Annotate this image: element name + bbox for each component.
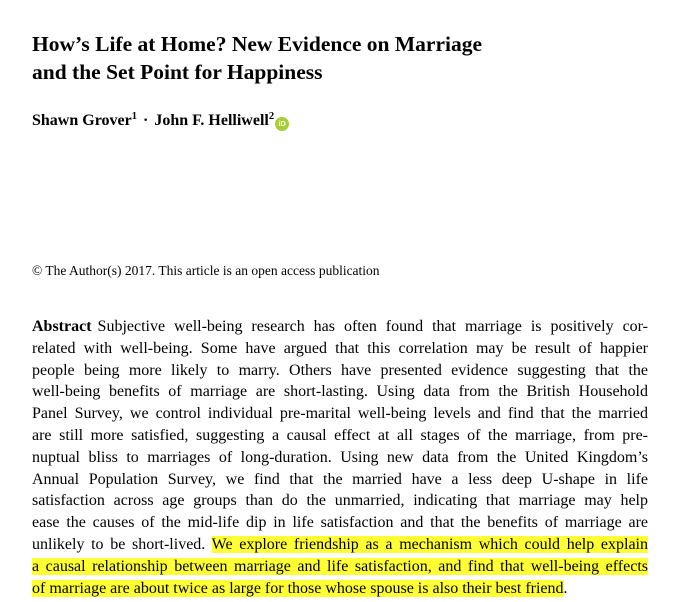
abstract-text: . (563, 579, 568, 597)
abstract-line (32, 316, 648, 338)
abstract-line (32, 534, 648, 556)
abstract-line: nuptual bliss to marriages of long-duration. Using new data from the United Kingdom’s (32, 448, 648, 466)
abstract-line (32, 556, 648, 578)
abstract (32, 316, 648, 599)
affiliation-marker: 2 (268, 111, 275, 122)
affiliation-marker: 1 (131, 111, 137, 122)
abstract-line: people being more likely to marry. Others have presented evidence suggesting that the (32, 361, 648, 379)
abstract-line: ease the causes of the mid-life dip in life satisfaction and that the benefits of marriage are (32, 514, 648, 532)
title-line-2: and the Set Point for Happiness (32, 60, 323, 84)
author-name: John F. Helliwell (154, 112, 269, 129)
abstract-line: related with well-being. Some have argued that this correlation may be result of happier (32, 339, 648, 357)
abstract-label: Abstract (32, 318, 92, 335)
abstract-line: Annual Population Survey, we find that the married have a less deep U-shape in life (32, 470, 648, 488)
copyright-notice: © The Author(s) 2017. This article is an open access publication (32, 263, 380, 278)
highlighted-text: We explore friendship as a mechanism which could help explain (211, 535, 649, 553)
abstract-text: Subjective well-being research has often found that marriage is positively cor- (97, 318, 648, 335)
highlighted-text: a causal relationship between marriage and life satisfaction, and find that well-being effects (32, 557, 648, 575)
author-separator: · (142, 112, 149, 129)
author-name: Shawn Grover (32, 112, 132, 129)
paper-title (32, 30, 652, 86)
abstract-line: satisfaction across age groups than do the unmarried, indicating that marriage may help (32, 492, 648, 510)
highlighted-text: of marriage are about twice as large for those whose spouse is also their best friend (32, 579, 564, 597)
abstract-line (32, 578, 648, 600)
abstract-line: well-being benefits of marriage are short-lasting. Using data from the British Household (32, 383, 648, 401)
abstract-line: are still more satisfied, suggesting a causal effect at all stages of the marriage, from pre- (32, 426, 648, 444)
orcid-icon[interactable]: iD (275, 117, 289, 131)
abstract-line: Panel Survey, we control individual pre-marital well-being levels and find that the married (32, 405, 648, 423)
author-list (32, 110, 289, 132)
title-line-1: How’s Life at Home? New Evidence on Marriage (32, 32, 483, 56)
abstract-text: unlikely to be short-lived. (32, 535, 212, 553)
